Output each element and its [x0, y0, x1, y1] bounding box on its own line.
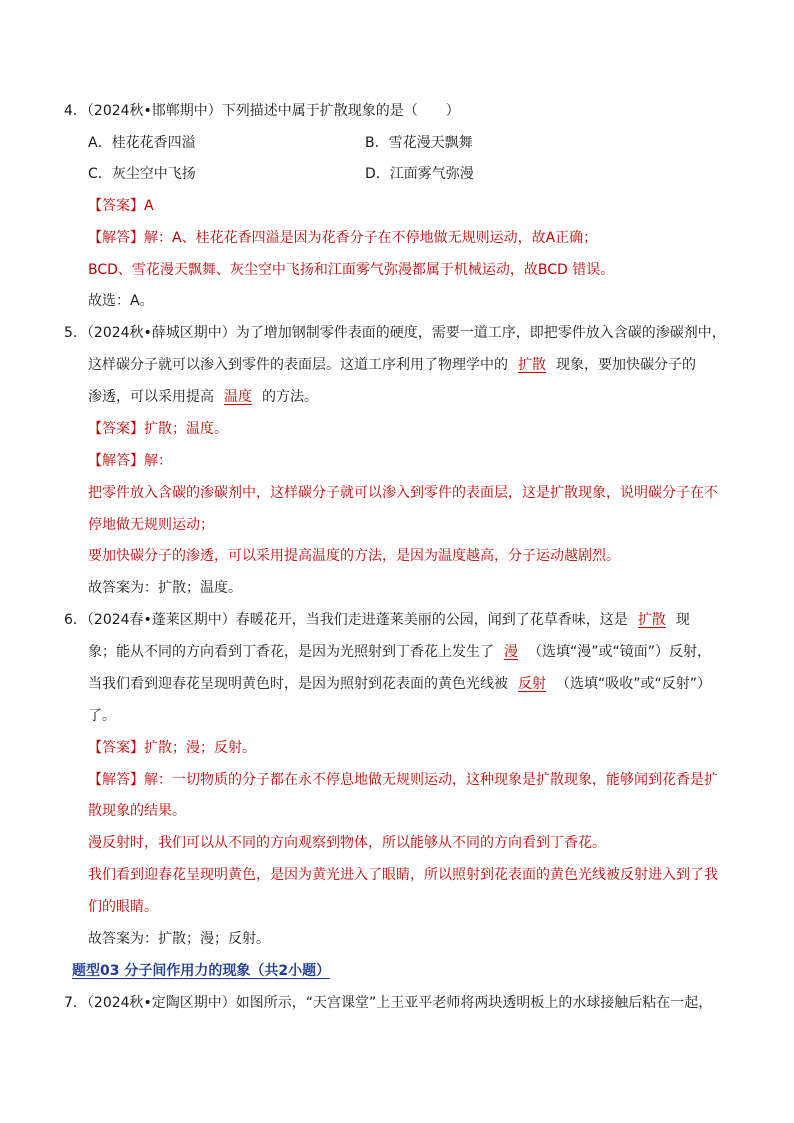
conclusion-4: 故选：A。 — [88, 293, 154, 309]
blank-6-3: 反射 — [518, 676, 546, 692]
option-c: C．灰尘空中飞扬 — [88, 166, 196, 182]
blank-6-2: 漫 — [504, 644, 518, 660]
question-5-line-3: 渗透，可以采用提高 温度 的方法。 — [88, 389, 318, 405]
question-5-line-2: 这样碳分子就可以渗入到零件的表面层。这道工序利用了物理学中的 扩散 现象，要加快碳分子的 — [88, 357, 696, 373]
question-6-line-1: 6．（2024春•蓬莱区期中）春暖花开，当我们走进蓬莱美丽的公园，闻到了花草香味，这是 扩散 现 — [64, 612, 690, 628]
question-4-stem: 4．（2024秋•邯郸期中）下列描述中属于扩散现象的是（ ） — [64, 103, 460, 119]
question-6-line-2: 象；能从不同的方向看到丁香花，是因为光照射到丁香花上发生了 漫 （选填“漫”或“镜面”）反射， — [88, 644, 712, 660]
question-6-line-3: 当我们看到迎春花呈现明黄色时，是因为照射到花表面的黄色光线被 反射 （选填“吸收”或“反射”） — [88, 676, 712, 692]
conclusion-6: 故答案为：扩散；漫；反射。 — [88, 931, 270, 947]
analysis-6-line-2: 散现象的结果。 — [88, 803, 186, 819]
conclusion-5: 故答案为：扩散；温度。 — [88, 580, 242, 596]
question-6-line-4: 了。 — [88, 708, 116, 724]
question-5-line-1: 5．（2024秋•薛城区期中）为了增加钢制零件表面的硬度，需要一道工序，即把零件放入含碳的渗碳剂中， — [64, 325, 726, 341]
analysis-6-line-1: 【解答】解：一切物质的分子都在永不停息地做无规则运动，这种现象是扩散现象，能够闻到花香是扩 — [88, 772, 718, 788]
analysis-5-head: 【解答】解： — [88, 453, 172, 469]
option-d: D．江面雾气弥漫 — [365, 166, 474, 182]
question-7-stem: 7．（2024秋•定陶区期中）如图所示，“天宫课堂”上王亚平老师将两块透明板上的水球接触后粘在一起， — [64, 995, 713, 1011]
analysis-6-line-5: 们的眼睛。 — [88, 899, 158, 915]
answer-6: 【答案】扩散；漫；反射。 — [88, 740, 256, 756]
analysis-6-line-4: 我们看到迎春花呈现明黄色，是因为黄光进入了眼睛，所以照射到花表面的黄色光线被反射进入到了我 — [88, 867, 718, 883]
option-b: B．雪花漫天飘舞 — [365, 135, 473, 151]
option-a: A．桂花花香四溢 — [88, 135, 196, 151]
blank-6-1: 扩散 — [637, 612, 666, 628]
section-heading: 题型03 分子间作用力的现象（共2小题） — [72, 963, 331, 979]
blank-5-1: 扩散 — [518, 357, 546, 373]
analysis-5-line-2: 停地做无规则运动； — [88, 517, 214, 533]
analysis-5-line-1: 把零件放入含碳的渗碳剂中，这样碳分子就可以渗入到零件的表面层，这是扩散现象，说明碳分子在不 — [88, 485, 718, 501]
analysis-4-line-1: 【解答】解：A、桂花花香四溢是因为花香分子在不停地做无规则运动，故A正确； — [88, 230, 598, 246]
answer-4: 【答案】A — [88, 198, 154, 214]
analysis-6-line-3: 漫反射时，我们可以从不同的方向观察到物体，所以能够从不同的方向看到丁香花。 — [88, 835, 606, 851]
answer-5: 【答案】扩散；温度。 — [88, 421, 228, 437]
analysis-4-line-2: BCD、雪花漫天飘舞、灰尘空中飞扬和江面雾气弥漫都属于机械运动，故BCD 错误。 — [88, 262, 615, 278]
analysis-5-line-3: 要加快碳分子的渗透，可以采用提高温度的方法，是因为温度越高，分子运动越剧烈。 — [88, 548, 620, 564]
blank-5-2: 温度 — [224, 389, 252, 405]
